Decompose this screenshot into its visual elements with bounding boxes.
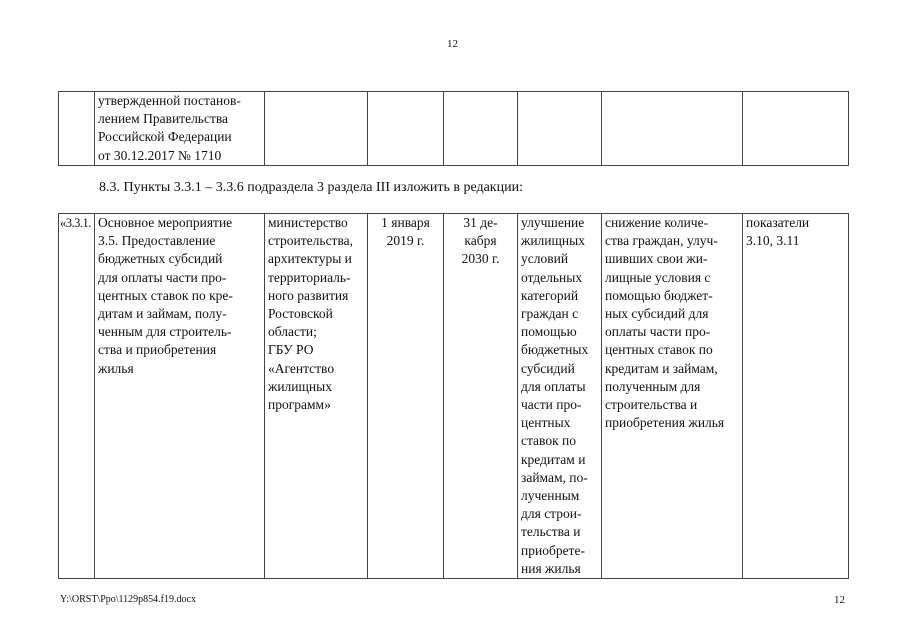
text-line: 2030 г. <box>461 251 500 267</box>
table-row <box>59 92 849 166</box>
cell-number: «3.3.1. <box>59 214 95 579</box>
text-line: бюджетных <box>521 342 589 358</box>
text-line: шивших свои жи- <box>605 251 708 267</box>
text-line: тельства и <box>521 524 581 540</box>
text-line: области; <box>268 324 317 340</box>
text-line: территориаль- <box>268 269 351 285</box>
text-line: приобрете- <box>521 542 585 558</box>
text-line: ставок по <box>521 433 576 449</box>
text-line: 3.10, 3.11 <box>746 233 800 249</box>
text-line: для строи- <box>521 506 582 522</box>
text-line: «Агентство <box>268 360 335 376</box>
text-line: лищные условия с <box>605 269 711 285</box>
text-line: отдельных <box>521 269 583 285</box>
text-line: центных ставок по кре- <box>98 287 233 303</box>
text-line: утвержденной постанов- <box>98 93 241 108</box>
cell-indicator <box>743 214 849 579</box>
text-line: улучшение <box>521 215 585 230</box>
text-line: Ростовской <box>268 306 333 322</box>
text-line: архитектуры и <box>268 251 352 267</box>
footer-file-path: Y:\ORST\Ppo\1129p854.f19.docx <box>60 594 196 605</box>
text-line: ных субсидий для <box>605 306 709 322</box>
text-line: программ» <box>268 397 331 413</box>
text-line: дитам и займам, полу- <box>98 306 227 322</box>
cell-number <box>59 92 95 166</box>
cell-start <box>368 214 444 579</box>
text-line: для оплаты <box>521 378 586 394</box>
footer-page-number: 12 <box>834 594 845 606</box>
text-line: ГБУ РО <box>268 342 314 358</box>
table-main <box>58 213 849 579</box>
text-line: показатели <box>746 215 810 230</box>
page-number-top: 12 <box>447 38 458 50</box>
text-line: жилищных <box>521 233 585 249</box>
text-line: ного развития <box>268 287 349 303</box>
paragraph-text: 8.3. Пункты 3.3.1 – 3.3.6 подраздела 3 раздела III изложить в редакции: <box>99 180 523 195</box>
text-line: 3.5. Предоставление <box>98 233 216 249</box>
cell-result <box>518 92 602 166</box>
text-line: ства и приобретения <box>98 342 217 358</box>
text-line: центных <box>521 415 571 431</box>
cell-end <box>444 92 518 166</box>
text-line: оплаты части про- <box>605 324 711 340</box>
text-line: приобретения жилья <box>605 415 725 431</box>
text-line: 2019 г. <box>386 233 425 249</box>
cell-indicator <box>743 92 849 166</box>
text-line: от 30.12.2017 № 1710 <box>98 147 222 163</box>
text-line: ния жилья <box>521 560 581 576</box>
text-line: кабря <box>464 233 497 249</box>
cell-name <box>95 92 265 166</box>
text-line: займам, по- <box>521 469 588 485</box>
text-line: министерство <box>268 215 348 230</box>
text-line: части про- <box>521 397 582 413</box>
text-line: кредитам и <box>521 451 586 467</box>
table-continuation <box>58 91 849 166</box>
text-line: лученным <box>521 488 580 504</box>
cell-consequence <box>602 92 743 166</box>
cell-name <box>95 214 265 579</box>
text-line: лением Правительства <box>98 111 229 127</box>
cell-consequence <box>602 214 743 579</box>
text-line: бюджетных субсидий <box>98 251 223 267</box>
text-line: строительства и <box>605 397 698 413</box>
text-line: для оплаты части про- <box>98 269 227 285</box>
text-line: центных ставок по <box>605 342 713 358</box>
text-line: 31 де- <box>463 215 498 230</box>
cell-end <box>444 214 518 579</box>
text-line: ченным для строитель- <box>98 324 232 340</box>
cell-executor <box>265 214 368 579</box>
text-line: условий <box>521 251 569 267</box>
text-line: жилищных <box>268 378 332 394</box>
text-line: помощью бюджет- <box>605 287 713 303</box>
text-line: 1 января <box>381 215 430 230</box>
cell-executor <box>265 92 368 166</box>
text-line: категорий <box>521 287 579 303</box>
text-line: снижение количе- <box>605 215 709 230</box>
text-line: Основное мероприятие <box>98 215 233 230</box>
cell-result <box>518 214 602 579</box>
text-line: строительства, <box>268 233 354 249</box>
text-line: кредитам и займам, <box>605 360 718 376</box>
text-line: полученным для <box>605 378 701 394</box>
text-line: ства граждан, улуч- <box>605 233 718 249</box>
text-line: жилья <box>98 360 134 376</box>
text-line: Российской Федерации <box>98 129 232 145</box>
text-line: граждан с <box>521 306 579 322</box>
text-line: субсидий <box>521 360 575 376</box>
table-row <box>59 214 849 579</box>
text-line: помощью <box>521 324 577 340</box>
cell-start <box>368 92 444 166</box>
